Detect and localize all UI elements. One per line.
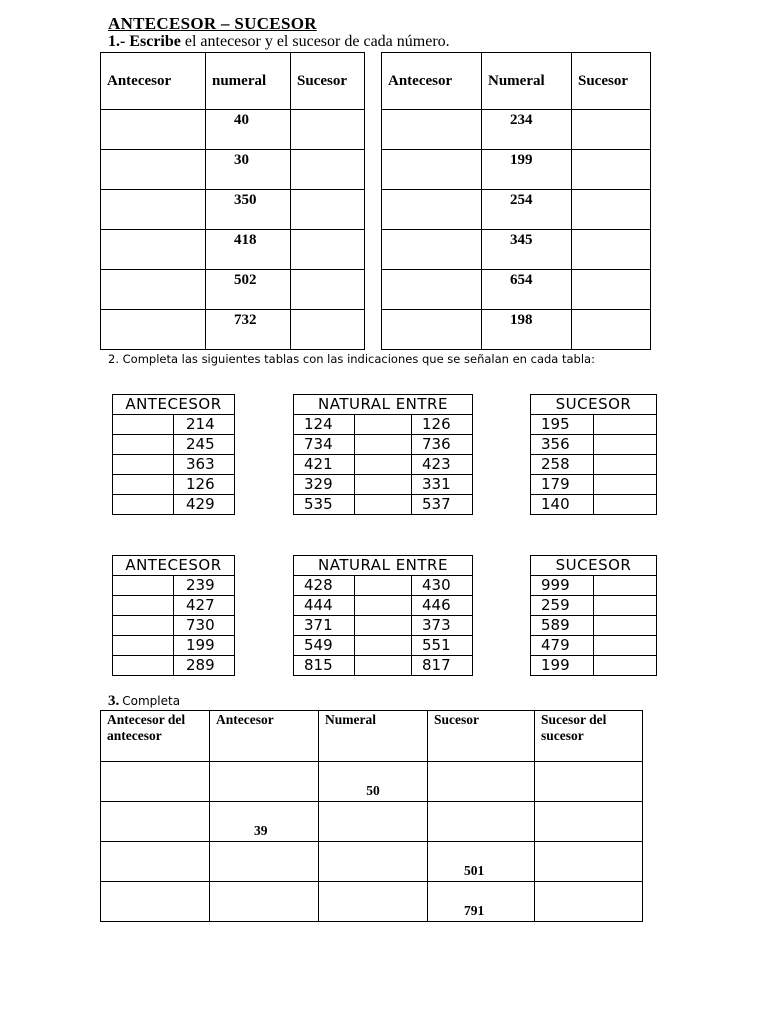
answer-cell[interactable]: [101, 110, 206, 150]
answer-cell[interactable]: [319, 842, 428, 882]
given-value: 444: [294, 596, 355, 616]
answer-cell[interactable]: [355, 495, 412, 515]
given-value: 363: [174, 455, 235, 475]
answer-cell[interactable]: [113, 435, 174, 455]
natural-entre-table-2: [293, 555, 473, 676]
answer-cell[interactable]: [101, 190, 206, 230]
answer-cell[interactable]: [291, 270, 365, 310]
numeral-value: 654: [482, 270, 572, 310]
antecesor-table-1: [112, 394, 235, 515]
answer-cell[interactable]: [113, 576, 174, 596]
answer-cell[interactable]: [101, 802, 210, 842]
answer-cell[interactable]: [572, 310, 651, 350]
header-sucesor: Sucesor: [291, 53, 365, 110]
table-header: NATURAL ENTRE: [294, 395, 473, 415]
given-antecesor: 39: [210, 802, 319, 842]
answer-cell[interactable]: [594, 576, 657, 596]
header-numeral: numeral: [206, 53, 291, 110]
answer-cell[interactable]: [382, 310, 482, 350]
given-sucesor: 791: [428, 882, 535, 922]
given-sucesor: 501: [428, 842, 535, 882]
answer-cell[interactable]: [535, 762, 643, 802]
given-value: 535: [294, 495, 355, 515]
answer-cell[interactable]: [355, 475, 412, 495]
answer-cell[interactable]: [291, 150, 365, 190]
answer-cell[interactable]: [572, 230, 651, 270]
given-value: 423: [412, 455, 473, 475]
header-numeral: Numeral: [482, 53, 572, 110]
page-title: ANTECESOR – SUCESOR: [108, 14, 317, 33]
given-value: 199: [174, 636, 235, 656]
section1-table-left: [100, 52, 365, 350]
section1-bold-word: Escribe: [129, 33, 181, 50]
answer-cell[interactable]: [101, 310, 206, 350]
table-header: ANTECESOR: [113, 395, 235, 415]
answer-cell[interactable]: [113, 495, 174, 515]
answer-cell[interactable]: [113, 475, 174, 495]
answer-cell[interactable]: [113, 415, 174, 435]
answer-cell[interactable]: [594, 596, 657, 616]
numeral-value: 30: [206, 150, 291, 190]
section1-instruction: [108, 33, 450, 51]
given-value: 734: [294, 435, 355, 455]
header-sucesor: Sucesor: [572, 53, 651, 110]
answer-cell[interactable]: [594, 475, 657, 495]
sucesor-table-2: [530, 555, 657, 676]
answer-cell[interactable]: [572, 190, 651, 230]
answer-cell[interactable]: [113, 616, 174, 636]
numeral-value: 350: [206, 190, 291, 230]
given-value: 427: [174, 596, 235, 616]
header-antecesor: Antecesor: [101, 53, 206, 110]
section3-number: 3.: [108, 693, 120, 709]
numeral-value: 502: [206, 270, 291, 310]
answer-cell[interactable]: [113, 636, 174, 656]
numeral-value: 40: [206, 110, 291, 150]
given-value: 126: [412, 415, 473, 435]
answer-cell[interactable]: [101, 150, 206, 190]
header-sucesor: Sucesor: [428, 711, 535, 762]
answer-cell[interactable]: [594, 656, 657, 676]
answer-cell[interactable]: [355, 656, 412, 676]
section1-table-right: [381, 52, 651, 350]
given-value: 736: [412, 435, 473, 455]
numeral-value: 199: [482, 150, 572, 190]
answer-cell[interactable]: [291, 190, 365, 230]
answer-cell[interactable]: [101, 842, 210, 882]
numeral-value: 345: [482, 230, 572, 270]
answer-cell[interactable]: [382, 110, 482, 150]
given-value: 124: [294, 415, 355, 435]
given-value: 999: [531, 576, 594, 596]
answer-cell[interactable]: [210, 882, 319, 922]
header-antecesor: Antecesor: [210, 711, 319, 762]
answer-cell[interactable]: [101, 230, 206, 270]
antecesor-table-2: [112, 555, 235, 676]
table-header: SUCESOR: [531, 556, 657, 576]
given-value: 289: [174, 656, 235, 676]
answer-cell[interactable]: [355, 636, 412, 656]
answer-cell[interactable]: [355, 435, 412, 455]
given-value: 730: [174, 616, 235, 636]
header-antecesor-del-antecesor: Antecesor del antecesor: [101, 711, 210, 762]
answer-cell[interactable]: [594, 435, 657, 455]
table-header: ANTECESOR: [113, 556, 235, 576]
answer-cell[interactable]: [291, 230, 365, 270]
given-value: 551: [412, 636, 473, 656]
answer-cell[interactable]: [355, 596, 412, 616]
given-value: 245: [174, 435, 235, 455]
numeral-value: 732: [206, 310, 291, 350]
section2-instruction: 2. Completa las siguientes tablas con las indicaciones que se señalan en cada tabla:: [108, 352, 595, 366]
answer-cell[interactable]: [113, 596, 174, 616]
answer-cell[interactable]: [572, 270, 651, 310]
answer-cell[interactable]: [319, 802, 428, 842]
answer-cell[interactable]: [101, 762, 210, 802]
given-value: 429: [174, 495, 235, 515]
given-value: 140: [531, 495, 594, 515]
answer-cell[interactable]: [355, 415, 412, 435]
answer-cell[interactable]: [594, 616, 657, 636]
given-value: 199: [531, 656, 594, 676]
given-value: 430: [412, 576, 473, 596]
table-header: SUCESOR: [531, 395, 657, 415]
given-value: 179: [531, 475, 594, 495]
given-value: 373: [412, 616, 473, 636]
given-value: 356: [531, 435, 594, 455]
section3-text: Completa: [122, 694, 181, 708]
given-value: 331: [412, 475, 473, 495]
header-antecesor: Antecesor: [382, 53, 482, 110]
numeral-value: 234: [482, 110, 572, 150]
answer-cell[interactable]: [535, 882, 643, 922]
numeral-value: 254: [482, 190, 572, 230]
natural-entre-table-1: [293, 394, 473, 515]
given-value: 817: [412, 656, 473, 676]
given-value: 258: [531, 455, 594, 475]
header-numeral: Numeral: [319, 711, 428, 762]
section1-text: el antecesor y el sucesor de cada número.: [184, 33, 450, 50]
answer-cell[interactable]: [594, 455, 657, 475]
answer-cell[interactable]: [594, 415, 657, 435]
answer-cell[interactable]: [113, 656, 174, 676]
answer-cell[interactable]: [210, 762, 319, 802]
answer-cell[interactable]: [355, 576, 412, 596]
given-value: 259: [531, 596, 594, 616]
given-value: 329: [294, 475, 355, 495]
answer-cell[interactable]: [572, 150, 651, 190]
answer-cell[interactable]: [382, 150, 482, 190]
answer-cell[interactable]: [210, 842, 319, 882]
section1-number: 1.-: [108, 33, 126, 50]
given-value: 479: [531, 636, 594, 656]
given-value: 589: [531, 616, 594, 636]
given-numeral: 50: [319, 762, 428, 802]
answer-cell[interactable]: [101, 882, 210, 922]
answer-cell[interactable]: [535, 842, 643, 882]
given-value: 549: [294, 636, 355, 656]
answer-cell[interactable]: [101, 270, 206, 310]
header-sucesor-del-sucesor: Sucesor del sucesor: [535, 711, 643, 762]
answer-cell[interactable]: [428, 802, 535, 842]
given-value: 428: [294, 576, 355, 596]
answer-cell[interactable]: [355, 455, 412, 475]
answer-cell[interactable]: [291, 110, 365, 150]
answer-cell[interactable]: [291, 310, 365, 350]
given-value: 371: [294, 616, 355, 636]
answer-cell[interactable]: [572, 110, 651, 150]
answer-cell[interactable]: [535, 802, 643, 842]
answer-cell[interactable]: [428, 762, 535, 802]
given-value: 815: [294, 656, 355, 676]
given-value: 421: [294, 455, 355, 475]
given-value: 214: [174, 415, 235, 435]
answer-cell[interactable]: [355, 616, 412, 636]
answer-cell[interactable]: [319, 882, 428, 922]
answer-cell[interactable]: [594, 636, 657, 656]
answer-cell[interactable]: [594, 495, 657, 515]
given-value: 537: [412, 495, 473, 515]
section3-table: [100, 710, 643, 922]
given-value: 195: [531, 415, 594, 435]
numeral-value: 198: [482, 310, 572, 350]
table-header: NATURAL ENTRE: [294, 556, 473, 576]
sucesor-table-1: [530, 394, 657, 515]
given-value: 446: [412, 596, 473, 616]
answer-cell[interactable]: [382, 230, 482, 270]
answer-cell[interactable]: [382, 270, 482, 310]
answer-cell[interactable]: [382, 190, 482, 230]
answer-cell[interactable]: [113, 455, 174, 475]
given-value: 126: [174, 475, 235, 495]
given-value: 239: [174, 576, 235, 596]
section3-instruction: [108, 693, 180, 710]
numeral-value: 418: [206, 230, 291, 270]
